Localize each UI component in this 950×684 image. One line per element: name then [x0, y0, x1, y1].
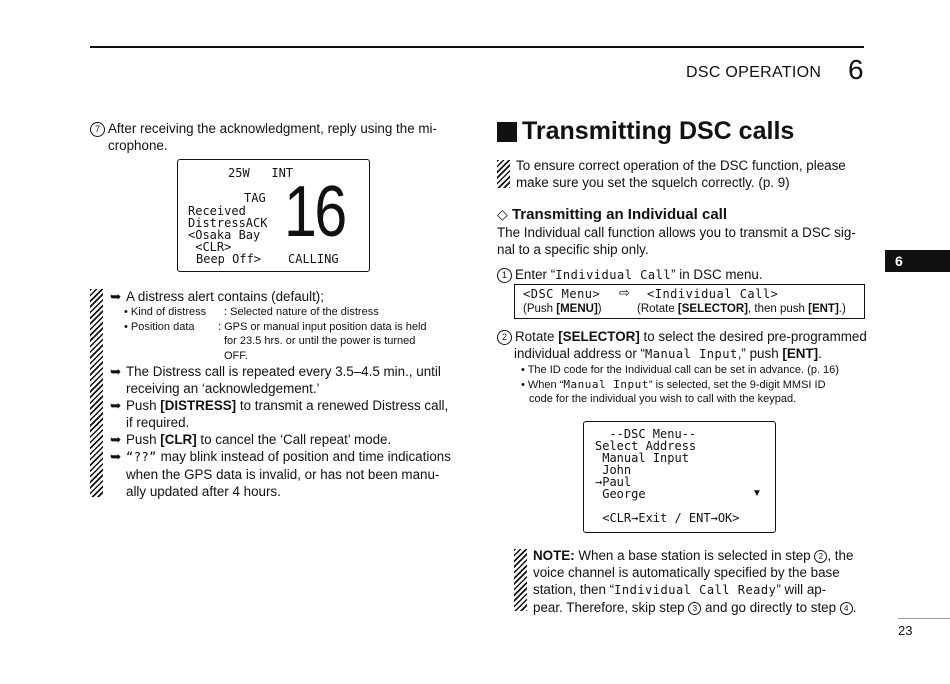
step-2-text: .: [818, 346, 822, 361]
lcd-text-manual-input: Manual Input: [563, 377, 649, 391]
note-block: [533, 547, 865, 616]
step-number: 1: [497, 268, 512, 283]
note-hatch-bar: [514, 549, 527, 611]
lcd-calling: CALLING: [288, 252, 339, 266]
step-7-text-cont: crophone.: [108, 138, 168, 153]
arrow-bullet-icon: ➥: [110, 432, 122, 447]
push-menu-instruction: [523, 302, 602, 317]
distress-key: [DISTRESS]: [160, 398, 237, 413]
distress-notes: [110, 288, 460, 500]
dsc-menu-lcd-display: [583, 421, 776, 533]
note-text: to cancel the ‘Call repeat’ mode.: [196, 432, 392, 447]
step-2-bullet: • When “: [521, 378, 564, 391]
step-7: [90, 120, 462, 154]
page-number-rule: [898, 618, 950, 619]
position-value-cont: for 23.5 hrs. or until the power is turned: [224, 335, 416, 347]
ent-key: [ENT]: [808, 303, 839, 315]
note-text: The Distress call is repeated every 3.5–4.5 min., until: [126, 364, 441, 379]
step-2: [497, 328, 867, 407]
step-2-bullet: ” is selected, set the 9-digit MMSI ID: [648, 378, 826, 391]
lcd-line-tag: TAG: [244, 191, 266, 205]
selector-key: [SELECTOR]: [558, 329, 640, 344]
note-text: Push: [126, 398, 161, 413]
note-text: Push: [126, 432, 161, 447]
lcd-text-individual-call: Individual Call: [555, 268, 672, 282]
lcd-channel-number: 16: [284, 172, 345, 252]
note-text: pear. Therefore, skip step: [533, 600, 689, 615]
lcd2-item-george[interactable]: George: [595, 487, 646, 501]
subsection-line: nal to a specific ship only.: [497, 242, 649, 257]
section-heading: Transmitting DSC calls: [522, 117, 795, 145]
lcd2-menu-title: --DSC Menu--: [595, 427, 697, 441]
question-marks: “??”: [126, 450, 157, 464]
menu-individual-call: <Individual Call>: [647, 287, 779, 301]
note-text: and go directly to step: [701, 600, 840, 615]
scroll-down-icon: ▼: [752, 488, 762, 499]
step-2-bullet: • The ID code for the Individual call can be set in advance. (p. 16): [521, 364, 839, 376]
step-2-bullet-cont: code for the individual you wish to call with the keypad.: [529, 393, 797, 405]
instruction-text: (Push: [523, 303, 557, 315]
note-text: ” will ap-: [776, 582, 827, 597]
step-number: 7: [90, 122, 105, 137]
lcd-line-received: Received: [188, 204, 246, 218]
note-text: to transmit a renewed Distress call,: [236, 398, 449, 413]
section-title: DSC OPERATION: [686, 64, 822, 81]
intro-hatch-bar: [497, 160, 510, 188]
step-7-text: After receiving the acknowledgment, reply using the mi-: [108, 121, 437, 136]
position-label: • Position data: [124, 320, 195, 333]
note-text: .: [852, 600, 857, 615]
arrow-bullet-icon: ➥: [110, 289, 122, 304]
instruction-text: ): [597, 303, 602, 315]
subsection-text: [497, 224, 867, 258]
note-text: may blink instead of position and time indications: [156, 449, 451, 464]
menu-path-box: [514, 284, 865, 319]
step-ref: 3: [688, 602, 701, 615]
note-text: station, then “: [533, 582, 615, 597]
selector-key: [SELECTOR]: [677, 303, 748, 315]
chapter-side-tab[interactable]: 6: [885, 250, 950, 272]
step-2-text: ,” push: [737, 346, 783, 361]
note-text-cont: when the GPS data is invalid, or has not been manu-: [126, 467, 440, 482]
diamond-icon: ◇: [497, 206, 508, 222]
rotate-selector-instruction: [637, 302, 846, 317]
step-ref: 4: [840, 602, 853, 615]
title-square-icon: [497, 122, 517, 142]
ent-key: [ENT]: [782, 346, 819, 361]
position-value-cont2: OFF.: [224, 349, 248, 362]
step-2-text: individual address or “: [514, 346, 645, 361]
lcd2-select-address: Select Address: [595, 439, 697, 453]
clr-key: [CLR]: [160, 432, 197, 447]
menu-arrow-icon: ⇨: [619, 285, 630, 300]
note-hatch-bar: [90, 289, 103, 497]
radio-lcd-display: [177, 159, 370, 272]
arrow-bullet-icon: ➥: [110, 364, 122, 379]
position-value: : GPS or manual input position data is held: [218, 320, 427, 333]
lcd-line-clr: <CLR>: [188, 240, 232, 254]
menu-dsc: <DSC Menu>: [523, 287, 601, 301]
step-2-text: Rotate: [515, 329, 559, 344]
step-1-text: ” in DSC menu.: [671, 267, 763, 282]
subsection-heading: [497, 206, 727, 223]
instruction-text: .): [838, 303, 846, 315]
lcd-text-call-ready: Individual Call Ready: [614, 583, 777, 597]
menu-key: [MENU]: [556, 303, 598, 315]
lcd-line-location: <Osaka Bay: [188, 228, 261, 242]
note-text-cont: receiving an ‘acknowledgement.’: [126, 381, 320, 396]
subsection-title: Transmitting an Individual call: [511, 206, 727, 223]
lcd2-exit-ok-hint: <CLR→Exit / ENT→OK>: [595, 511, 740, 525]
lcd-power-mode: 25W INT: [228, 166, 294, 180]
note-text: A distress alert contains (default);: [126, 289, 324, 304]
lcd-text-manual-input: Manual Input: [645, 347, 738, 361]
step-2-text: to select the desired pre-programmed: [639, 329, 867, 344]
step-number: 2: [497, 330, 512, 345]
note-text: voice channel is automatically specified by the base: [533, 565, 840, 580]
intro-line: To ensure correct operation of the DSC function, please: [516, 158, 846, 173]
kind-value: : Selected nature of the distress: [224, 306, 379, 318]
note-label: NOTE:: [533, 548, 575, 563]
page-number: 23: [898, 623, 913, 638]
step-ref: 2: [814, 550, 827, 563]
subsection-line: The Individual call function allows you to transmit a DSC sig-: [497, 225, 856, 240]
arrow-bullet-icon: ➥: [110, 398, 122, 413]
lcd2-item-manual-input[interactable]: Manual Input: [595, 451, 689, 465]
lcd2-item-paul-selected[interactable]: →Paul: [595, 475, 632, 489]
instruction-text: (Rotate: [637, 303, 678, 315]
step-1: [497, 266, 867, 284]
note-text: When a base station is selected in step: [574, 548, 815, 563]
note-text-cont: if required.: [126, 415, 190, 430]
header-rule: [90, 46, 864, 48]
kind-label: • Kind of distress: [124, 306, 207, 318]
intro-line: make sure you set the squelch correctly. (p. 9): [516, 175, 790, 190]
step-1-text: Enter “: [515, 267, 556, 282]
instruction-text: , then push: [748, 303, 809, 315]
arrow-bullet-icon: ➥: [110, 449, 122, 464]
lcd2-item-john[interactable]: John: [595, 463, 632, 477]
note-text: , the: [827, 548, 854, 563]
chapter-number: 6: [848, 54, 864, 85]
lcd-line-distressack: DistressACK: [188, 216, 268, 230]
intro-text: [516, 157, 866, 191]
lcd-beep-off: Beep Off>: [196, 252, 262, 266]
note-text-cont: ally updated after 4 hours.: [126, 484, 281, 499]
